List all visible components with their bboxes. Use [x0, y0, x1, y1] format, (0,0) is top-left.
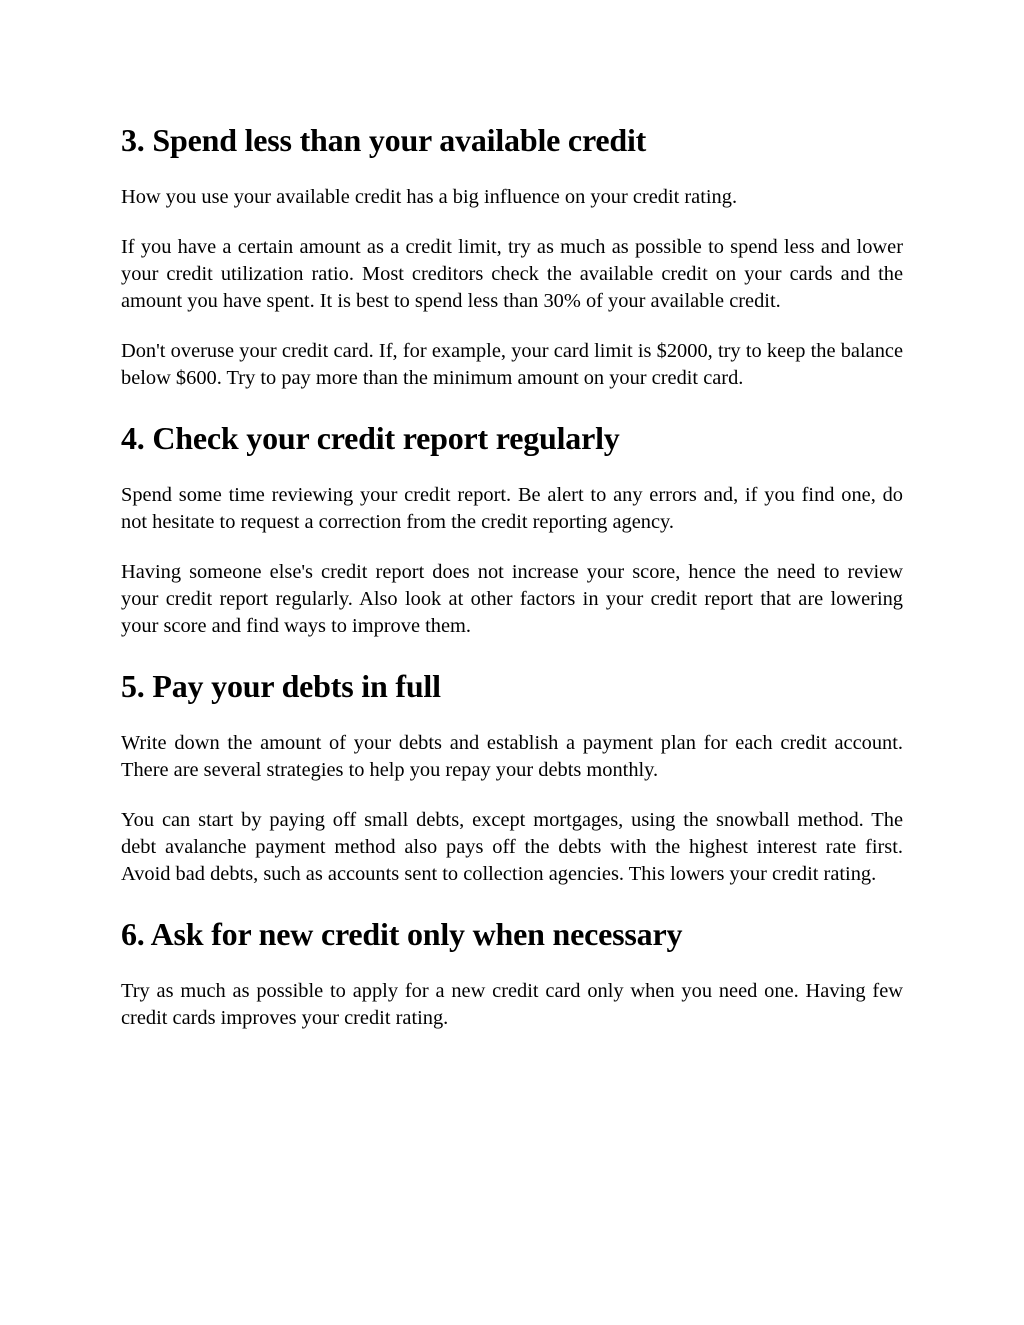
section-heading: 4. Check your credit report regularly — [121, 420, 620, 456]
document-page — [121, 117, 903, 1032]
paragraph: If you have a certain amount as a credit limit, try as much as possible to spend less and lower your credit utilization ratio. Most creditors check the available credit on your cards and the amount you have spent. It is best to spend less than 30% of your available credit. — [121, 236, 903, 312]
paragraph: Having someone else's credit report does not increase your score, hence the need to review your credit report regularly. Also look at other factors in your credit report that are lowering your score and find ways to improve them. — [121, 561, 903, 637]
section-heading: 6. Ask for new credit only when necessary — [121, 916, 683, 952]
paragraph: How you use your available credit has a big influence on your credit rating. — [121, 186, 738, 208]
paragraph: Don't overuse your credit card. If, for example, your card limit is $2000, try to keep the balance below $600. Try to pay more than the minimum amount on your credit card. — [121, 340, 903, 389]
section-check-report — [121, 415, 903, 640]
section-new-credit — [121, 911, 903, 1032]
section-heading: 5. Pay your debts in full — [121, 668, 441, 704]
section-pay-debts — [121, 663, 903, 888]
paragraph: You can start by paying off small debts, except mortgages, using the snowball method. The debt avalanche payment method also pays off the debts with the highest interest rate first. Avoid bad debts, such as accounts sent to collection agencies. This lowers your credit rating. — [121, 809, 903, 885]
paragraph: Write down the amount of your debts and establish a payment plan for each credit account. There are several strategies to help you repay your debts monthly. — [121, 732, 903, 781]
section-spend-less — [121, 117, 903, 392]
paragraph: Try as much as possible to apply for a new credit card only when you need one. Having few credit cards improves your credit rating. — [121, 980, 903, 1029]
section-heading: 3. Spend less than your available credit — [121, 122, 647, 158]
paragraph: Spend some time reviewing your credit report. Be alert to any errors and, if you find one, do not hesitate to request a correction from the credit reporting agency. — [121, 484, 903, 533]
